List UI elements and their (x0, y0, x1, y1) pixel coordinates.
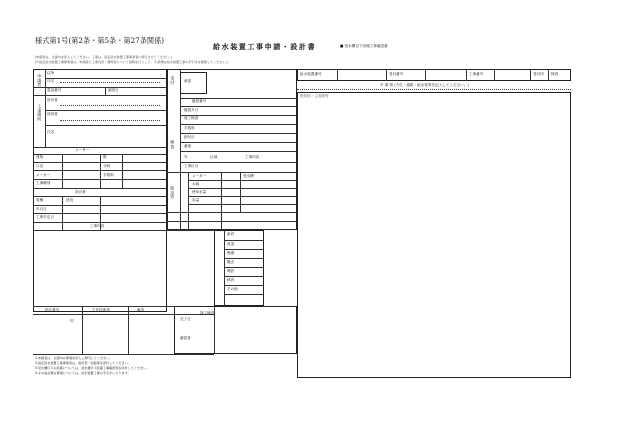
meter-box-label: メーター (192, 174, 207, 178)
side-item-0: 新設 (227, 232, 235, 236)
maker-label: メーカー (36, 173, 51, 177)
side-item-5: 移設 (227, 278, 235, 282)
item-7: 区域 (210, 155, 218, 159)
fee-label: 手数料 (103, 173, 114, 177)
inspection-label: 検査 (170, 140, 176, 149)
drawing-note: 平 面 図 (方位・道路・給水栓等を記入してください。) (380, 83, 469, 87)
flow-label: 使用水量 (192, 190, 207, 194)
item-5: 番地 (184, 144, 192, 148)
drawing-area (297, 92, 571, 378)
bottom-note-1: 1.申請者は、太線内の事項を記入し押印してください。 (35, 356, 113, 360)
stamp-right-label: 審査 (137, 308, 145, 312)
approval-label: 承認 (184, 79, 192, 83)
tap-label: 分岐 (103, 164, 111, 168)
phone-label: 電話番号 (47, 88, 62, 92)
place-label: 工事場所 (37, 104, 43, 121)
item-4: 納付日 (184, 135, 195, 139)
capacity-label: 容量 (192, 198, 200, 202)
notes-line2: (1.指定給水装置工事事業者は、申請者に工事内容・費用等について説明を行うこと。 2.詳細は給水装置工事の手引きを参照してください。) (35, 60, 229, 64)
stamp-left-label: 指定番号 (45, 308, 60, 312)
bottom-note-2: 2.指定給水装置工事事業者は、設計書・図面等を添付してください。 (35, 361, 131, 365)
floor-label: 階 (103, 155, 107, 159)
side-item-1: 改造 (227, 242, 235, 246)
bottom-note-4: 4.その他必要な事項については、給水装置工事の手引きによります。 (35, 371, 131, 375)
receiver-label: 受水槽 (243, 174, 254, 178)
form-number: 様式第1号(第2条・第5条・第27条関係) (35, 36, 165, 45)
header-1: 給水装置番号 (300, 72, 322, 76)
header-4: 受付印 (533, 72, 544, 76)
name-label: 氏名 (47, 79, 55, 83)
applicant-label: 申請者 (37, 74, 43, 87)
pipe-material-label: 管種 (36, 198, 44, 202)
plan-date-label: 工事予定日 (36, 215, 54, 219)
sign-label: 印 (70, 319, 74, 323)
item-8: 工事内容 (245, 155, 260, 159)
completion-box-label: 竣工検査 (200, 311, 215, 315)
bottom-note-3: 3.受水槽以下の設備については、受水槽以下設備工事確認書を添付してください。 (35, 366, 150, 370)
side-item-3: 撤去 (227, 260, 235, 264)
user-label: 使用者 (47, 112, 58, 116)
sub-note: 配管図・立面図等 (300, 94, 329, 98)
stamp-mid-label: 主任技術者 (92, 308, 110, 312)
owner-label: 所有者 (47, 98, 58, 102)
kind-label: 工事種別 (36, 181, 51, 185)
header-2: 受付番号 (389, 72, 404, 76)
completion-label: 完了日 (180, 317, 191, 321)
notes-line1: (申請者は、太線内を記入してください。工事は、指定給水装置工事事業者に施行させてください。) (35, 55, 172, 59)
side-item-4: 増設 (227, 269, 235, 273)
diameter-label: 口径 (36, 164, 44, 168)
form-subtitle: ■ 受水槽以下設備工事確認書 (340, 44, 388, 48)
meter-label: メーター (75, 148, 90, 152)
name-label-2: 氏名 (47, 130, 55, 134)
length-label: 延長 (66, 198, 74, 202)
survey-date-label: 調査日 (108, 88, 119, 92)
item-3: 手数料 (184, 126, 195, 130)
item-0: 確認番号 (192, 99, 207, 103)
item-2: 竣工検査 (184, 116, 199, 120)
header-3: 工事番号 (469, 72, 484, 76)
design-label: 設計者 (75, 190, 86, 194)
address-label: 住所 (47, 71, 55, 75)
side-item-6: その他 (227, 287, 238, 291)
receipt-label: 受付 (170, 76, 176, 85)
item-9: 工事区分 (184, 164, 199, 168)
confirmation-label: 確認者 (180, 336, 191, 340)
header-5: 検査 (551, 72, 559, 76)
pipe-label: 給水管 (170, 186, 176, 199)
building-label: 建物 (36, 155, 44, 159)
form-title: 給水装置工事申請・設計書 (213, 42, 317, 51)
side-item-2: 修繕 (227, 251, 235, 255)
work-content-label: 工事内容 (90, 224, 105, 228)
completion-box (174, 306, 297, 354)
water-source-label: 水源 (192, 182, 200, 186)
item-6: 号 (184, 155, 188, 159)
item-1: 確認月日 (184, 108, 199, 112)
date-label: 年月日 (36, 207, 47, 211)
